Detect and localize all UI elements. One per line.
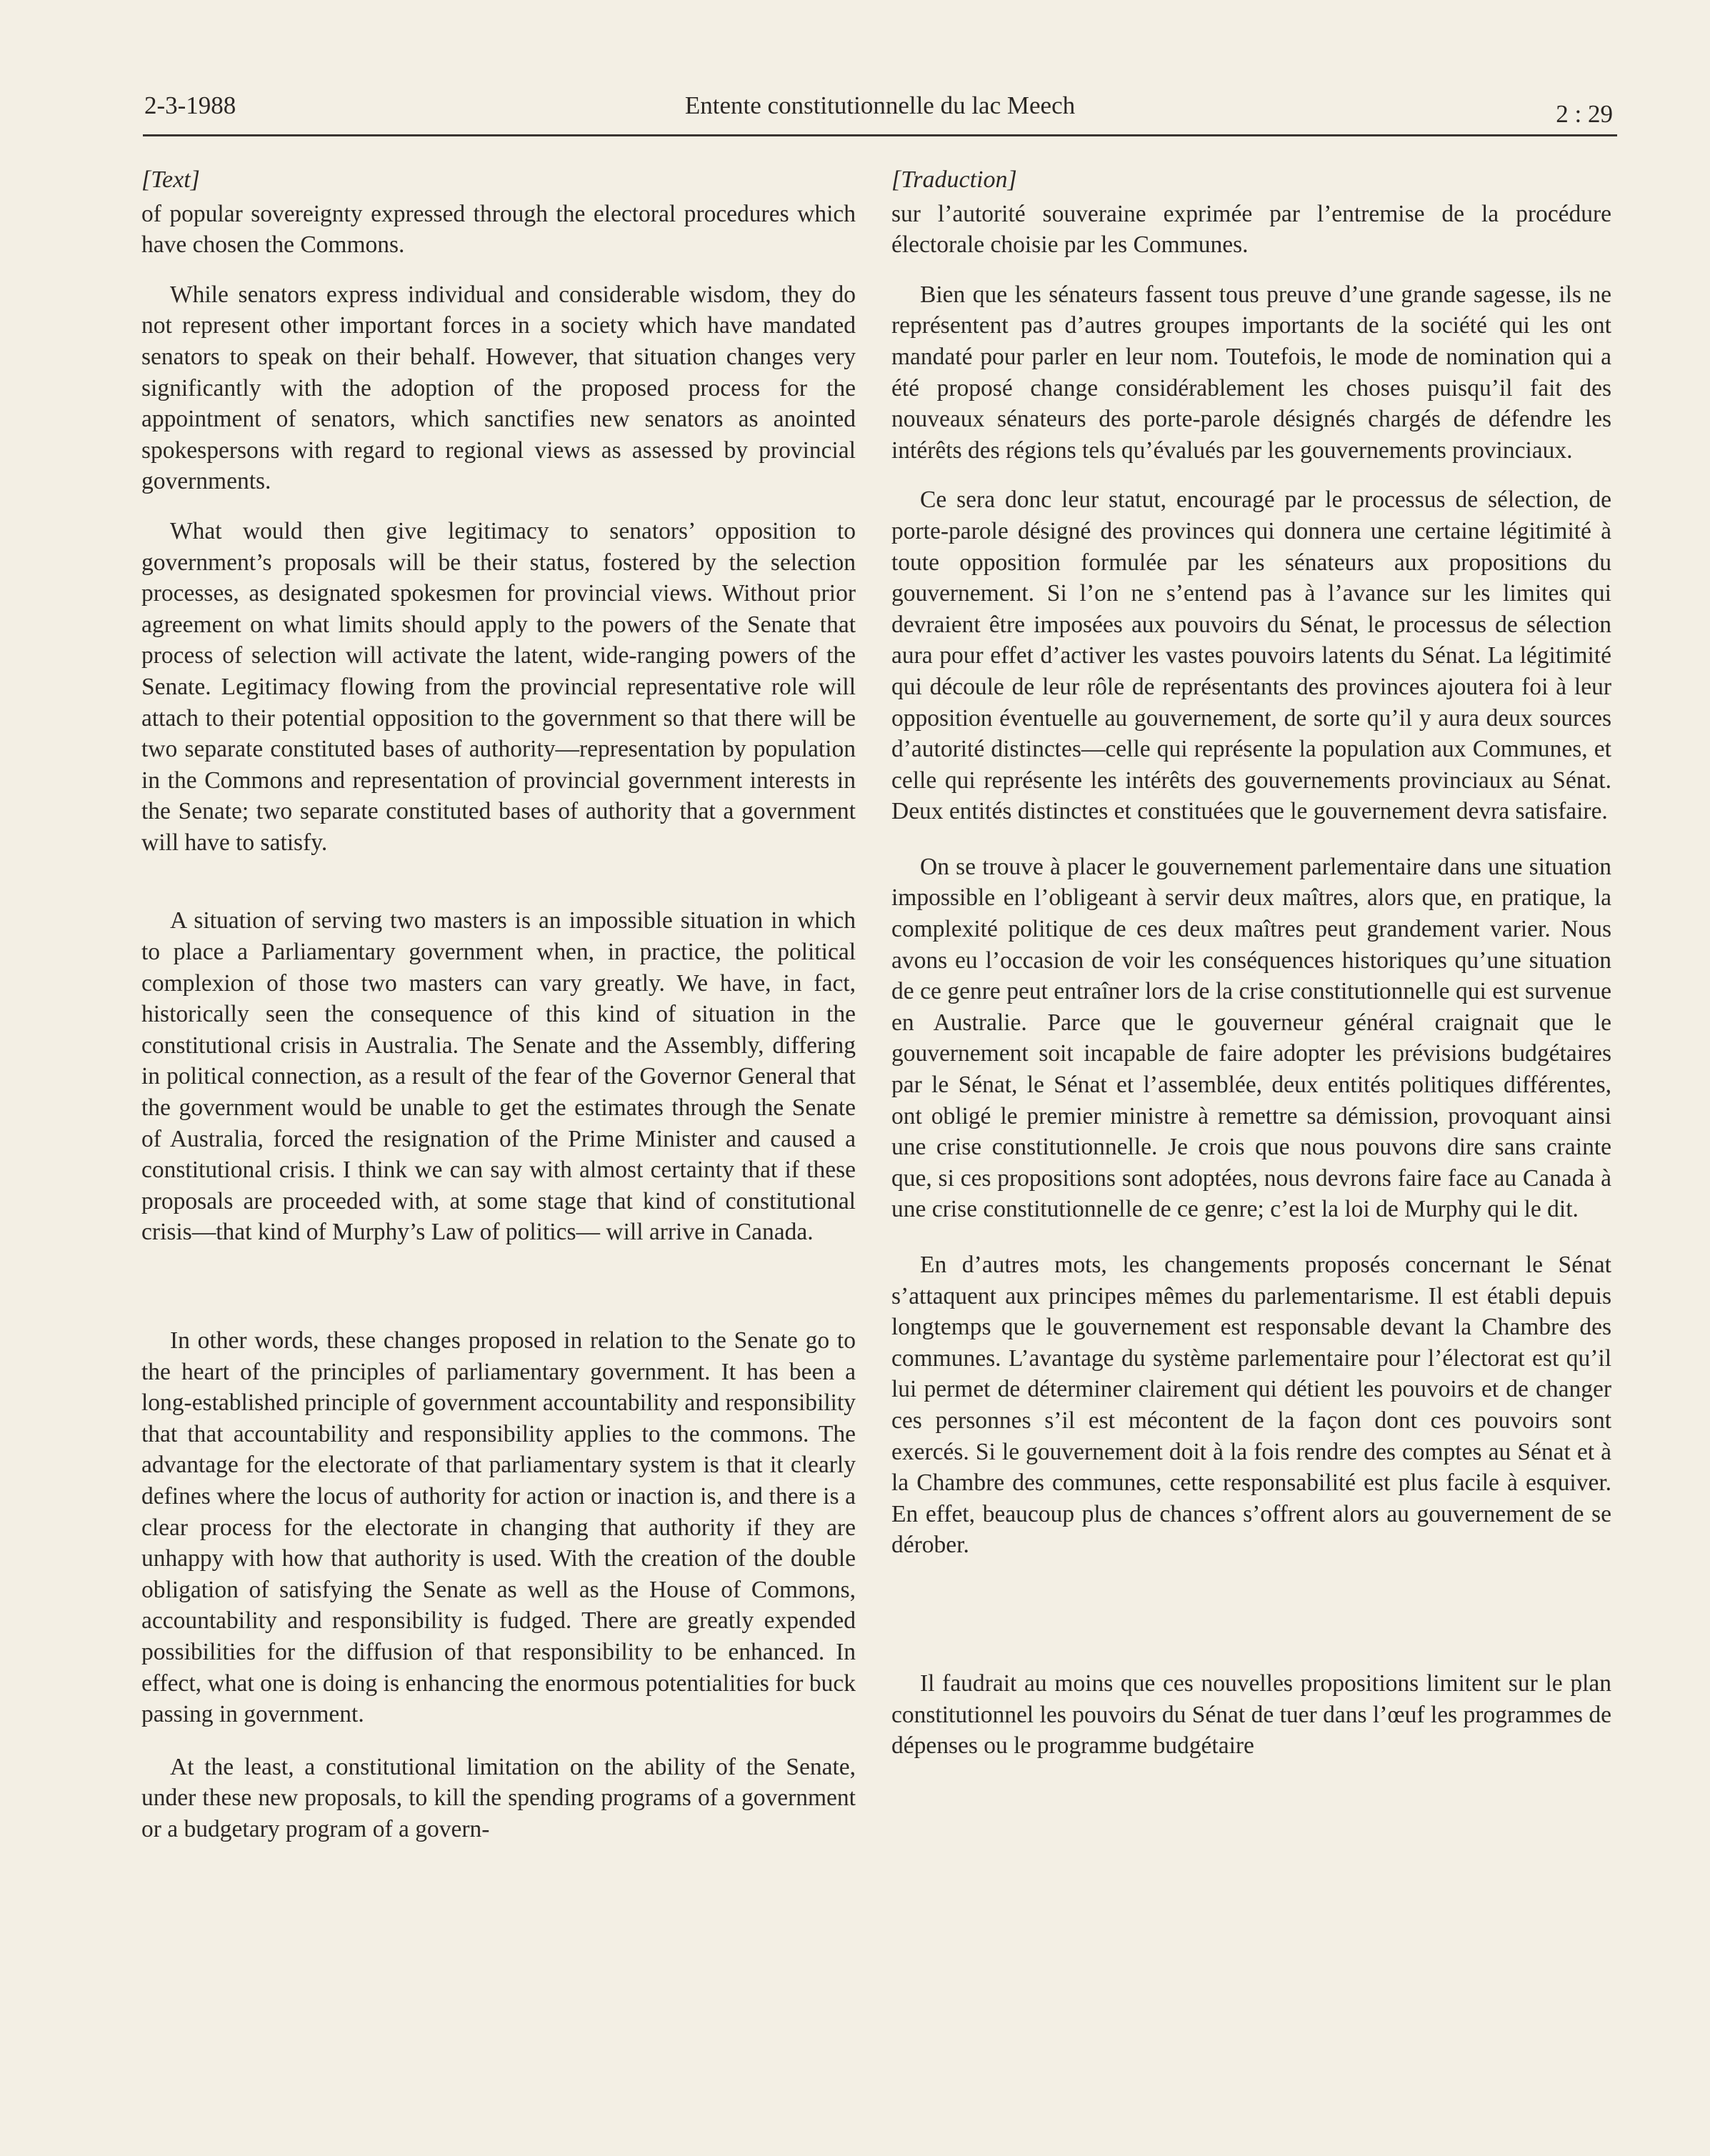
paragraph: What would then give legitimacy to senators’ opposition to government’s proposals will be their status, fostered by the selection processes, as designated spokesmen for provincial views. Without prior agreement on what limits should apply to the powers of the Senate that process of selection will activate the latent, wide-ranging powers of the Senate. Legitimacy flowing from the provincial representative role will attach to their potential opposition to the government so that there will be two separate constituted bases of authority—representation by population in the Commons and representation of provincial government interests in the Senate; two separate constituted bases of authority that a government will have to satisfy. bbox=[141, 517, 856, 856]
paragraph: A situation of serving two masters is an impossible situation in which to place a Parliamentary government when, in practice, the political complexion of those two masters can vary greatly. We have, in fact, historically seen the consequence of this kind of situation in the constitutional crisis in Australia. The Senate and the Assembly, differing in political connection, as a result of the fear of the Governor General that the government would be unable to get the estimates through the Senate of Australia, forced the resignation of the Prime Minister and caused a constitutional crisis. I think we can say with almost certainty that if these proposals are proceeded with, at some stage that kind of constitutional crisis—that kind of Murphy’s Law of politics— will arrive in Canada. bbox=[141, 907, 856, 1246]
page-header bbox=[143, 84, 1617, 136]
paragraph: Bien que les sénateurs fassent tous preuve d’une grande sagesse, ils ne représentent pas d’autres groupes importants de la société qui les ont mandaté pour parler en leur nom. Toutefois, le mode de nomination qui a été proposé change considérablement les choses puisqu’il fait des nouveaux sénateurs des porte-parole désignés chargés de défendre les intérêts des régions tels qu’évalués par les gouvernements provinciaux. bbox=[891, 281, 1611, 464]
right-column-french bbox=[891, 164, 1611, 1780]
column-label-traduction: [Traduction] bbox=[891, 166, 1017, 193]
header-date: 2-3-1988 bbox=[144, 91, 236, 119]
paragraph: sur l’autorité souveraine exprimée par l’entremise de la procédure électorale choisie par les Communes. bbox=[891, 200, 1611, 259]
paragraph: Il faudrait au moins que ces nouvelles propositions limitent sur le plan constitutionnel les pouvoirs du Sénat de tuer dans l’œuf les programmes de dépenses ou le programme budgétaire bbox=[891, 1670, 1611, 1760]
header-title: Entente constitutionnelle du lac Meech bbox=[684, 91, 1076, 119]
paragraph: At the least, a constitutional limitation on the ability of the Senate, under these new proposals, to kill the spending programs of a government or a budgetary program of a govern- bbox=[141, 1753, 856, 1842]
paragraph: In other words, these changes proposed in relation to the Senate go to the heart of the principles of parliamentary government. It has been a long-established principle of government accountability and responsibility that that accountability and responsibility applies to the commons. The advantage for the electorate of that parliamentary system is that it clearly defines where the locus of authority for action or inaction is, and there is a clear process for the electorate in changing that authority if they are unhappy with how that authority is used. With the creation of the double obligation of satisfying the Senate as well as the House of Commons, accountability and responsibility is fudged. There are greatly expended possibilities for the diffusion of that responsibility to be enhanced. In effect, what one is doing is enhancing the enormous potentialities for buck passing in government. bbox=[141, 1327, 856, 1728]
paragraph: of popular sovereignty expressed through the electoral procedures which have chosen the Commons. bbox=[141, 200, 856, 259]
paragraph: Ce sera donc leur statut, encouragé par le processus de sélection, de porte-parole désigné des provinces qui donnera une certaine légitimité à toute opposition formulée par les sénateurs aux propositions du gouvernement. Si l’on ne s’entend pas à l’avance sur les limites qui devraient être imposées aux pouvoirs du Sénat, le processus de sélection aura pour effet d’activer les vastes pouvoirs latents du Sénat. La légitimité qui découle de leur rôle de représentants des provinces ajoutera foi à leur opposition éventuelle au gouvernement, de sorte qu’il y aura deux sources d’autorité distinctes—celle qui représente la population aux Communes, et celle qui représente les intérêts des gouvernements provinciaux au Sénat. Deux entités distinctes et constituées que le gouvernement devra satisfaire. bbox=[891, 486, 1611, 825]
paragraph: On se trouve à placer le gouvernement parlementaire dans une situation impossible en l’obligeant à servir deux maîtres, alors que, en pratique, la complexité politique de ces deux maîtres peut grandement varier. Nous avons eu l’occasion de voir les conséquences historiques qu’une situation de ce genre peut entraîner lors de la crise constitutionnelle qui est survenue en Australie. Parce que le gouverneur général craignait que le gouvernement soit incapable de faire adopter les prévisions budgétaires par le Sénat, le Sénat et l’assemblée, deux entités politiques différentes, ont obligé le premier ministre à remettre sa démission, provoquant ainsi une crise constitutionnelle. Je crois que nous pouvons dire sans crainte que, si ces propositions sont adoptées, nous devrons faire face au Canada à une crise constitutionnelle de ce genre; c’est la loi de Murphy qui le dit. bbox=[891, 853, 1611, 1223]
column-label-text: [Text] bbox=[141, 166, 200, 193]
paragraph: While senators express individual and considerable wisdom, they do not represent other important forces in a society which have mandated senators to speak on their behalf. However, that situation changes very significantly with the adoption of the proposed process for the appointment of senators, which sanctifies new senators as anointed spokespersons with regard to regional views as assessed by provincial governments. bbox=[141, 281, 856, 495]
paragraph: En d’autres mots, les changements proposés concernant le Sénat s’attaquent aux principes mêmes du parlementarisme. Il est établi depuis longtemps que le gouvernement est responsable devant la Chambre des communes. L’avantage du système parlementaire pour l’électorat est qu’il lui permet de déterminer clairement qui détient les pouvoirs et de changer ces personnes s’il est mécontent de la façon dont ces pouvoirs sont exercés. Si le gouvernement doit à la fois rendre des comptes au Sénat et à la Chambre des communes, cette responsabilité est plus facile à esquiver. En effet, beaucoup plus de chances s’offrent alors au gouvernement de se dérober. bbox=[891, 1252, 1611, 1559]
left-column-english bbox=[141, 164, 856, 1864]
header-page-number: 2 : 29 bbox=[1556, 100, 1613, 128]
